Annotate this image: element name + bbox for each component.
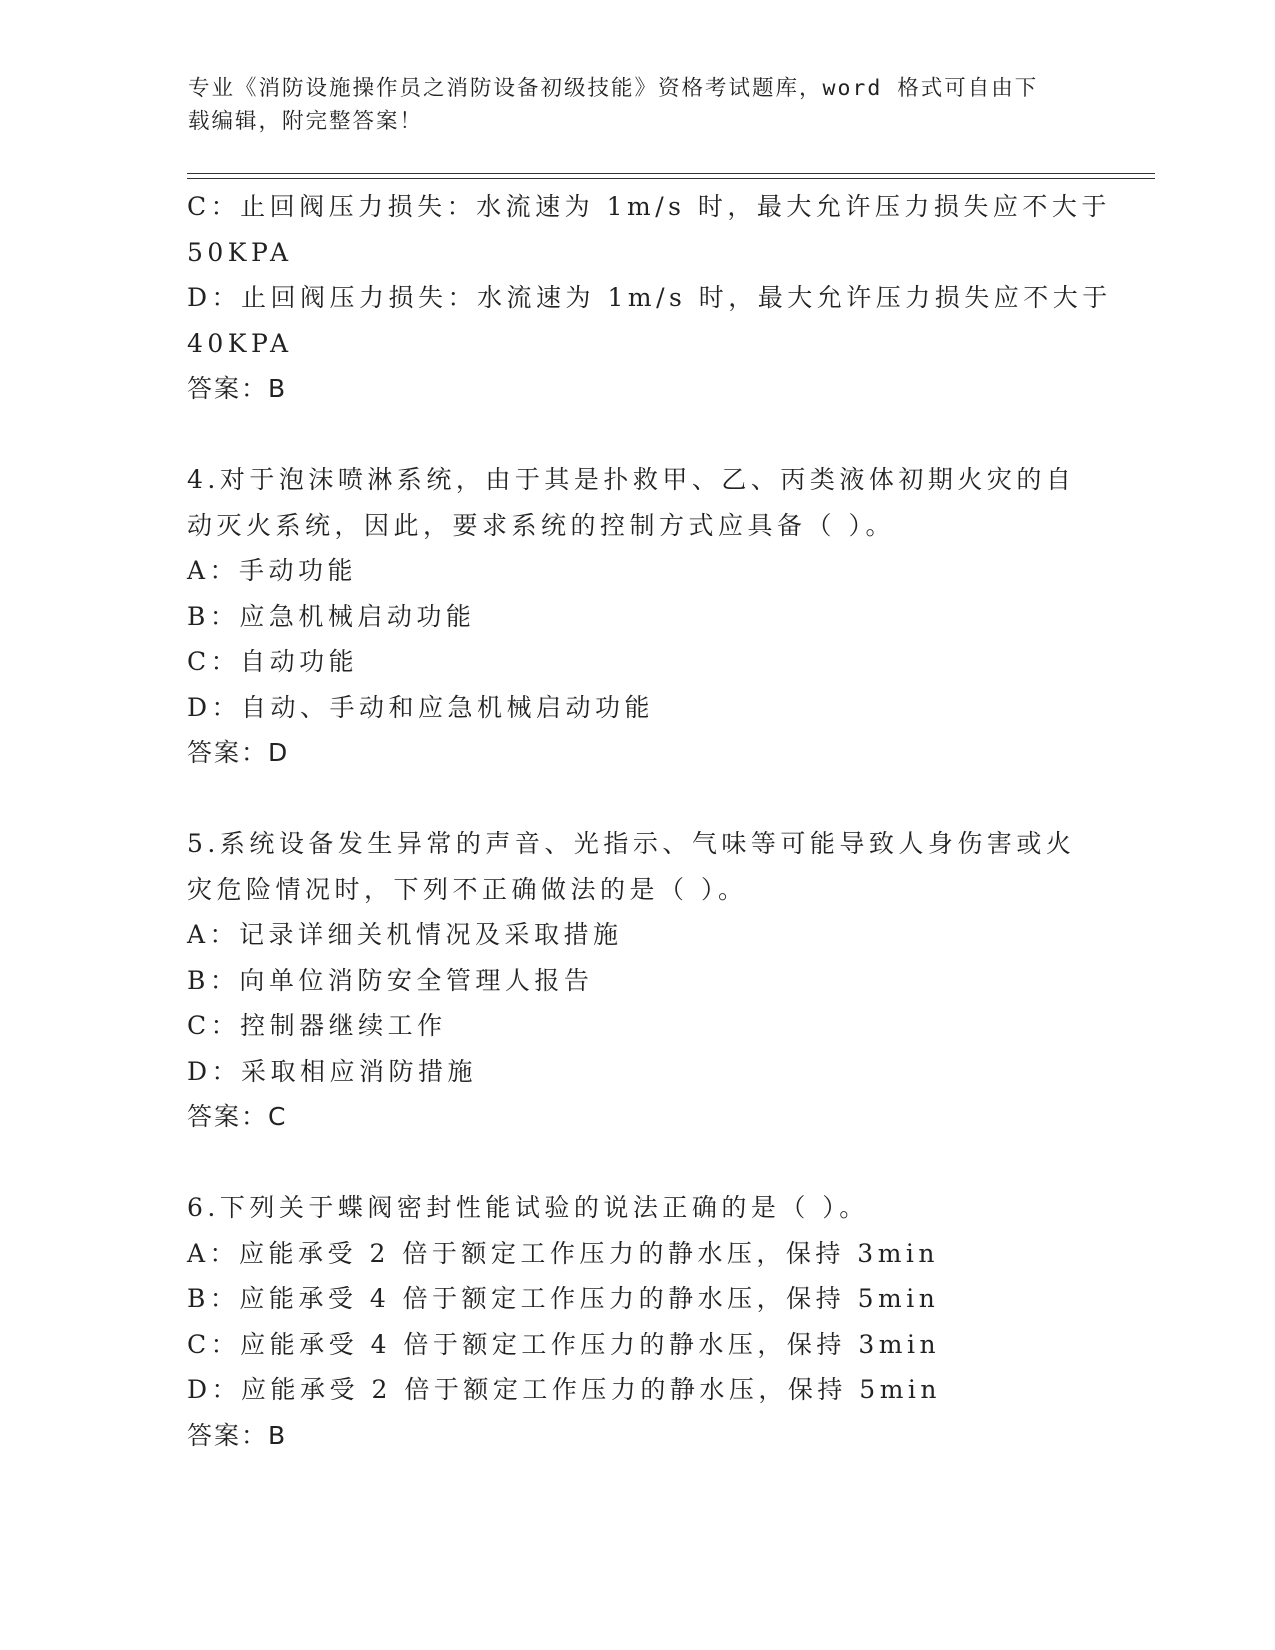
option-a: A：记录详细关机情况及采取措施 xyxy=(187,920,623,949)
question-stem-line-2: 灾危险情况时，下列不正确做法的是（ ）。 xyxy=(187,874,748,904)
question-stem-line-1: 4.对于泡沫喷淋系统，由于其是扑救甲、乙、丙类液体初期火灾的自 xyxy=(187,465,1076,494)
answer: 答案：D xyxy=(187,738,290,767)
answer: 答案：C xyxy=(187,1102,288,1131)
header-line-2: 载编辑，附完整答案！ xyxy=(188,109,424,134)
question-3-continued xyxy=(187,184,1112,412)
option-c: C：控制器继续工作 xyxy=(187,1011,447,1040)
option-d-line-1: D：止回阀压力损失：水流速为 1m/s 时，最大允许压力损失应不大于 xyxy=(187,283,1112,312)
option-d-line-2: 40KPA xyxy=(187,328,293,358)
question-stem-line-1: 5.系统设备发生异常的声音、光指示、气味等可能导致人身伤害或火 xyxy=(187,829,1076,858)
option-d: D：自动、手动和应急机械启动功能 xyxy=(187,692,655,722)
answer: 答案：B xyxy=(187,1420,288,1450)
option-c-line-2: 50KPA xyxy=(187,237,293,267)
question-5 xyxy=(187,821,1076,1140)
option-c: C：应能承受 4 倍于额定工作压力的静水压，保持 3min xyxy=(187,1329,941,1359)
option-b: B：应能承受 4 倍于额定工作压力的静水压，保持 5min xyxy=(187,1284,940,1313)
option-b: B：应急机械启动功能 xyxy=(187,601,476,631)
document-header xyxy=(188,72,1068,138)
option-b: B：向单位消防安全管理人报告 xyxy=(187,965,594,995)
document-body xyxy=(187,184,1112,1458)
option-d: D：采取相应消防措施 xyxy=(187,1056,478,1086)
header-line-1: 专业《消防设施操作员之消防设备初级技能》资格考试题库，word 格式可自由下 xyxy=(188,76,1039,101)
option-c: C：自动功能 xyxy=(187,647,359,676)
question-4 xyxy=(187,457,1076,776)
option-a: A：应能承受 2 倍于额定工作压力的静水压，保持 3min xyxy=(187,1238,940,1268)
question-stem-line-2: 动灭火系统，因此，要求系统的控制方式应具备（ ）。 xyxy=(187,510,895,540)
option-a: A：手动功能 xyxy=(187,556,358,585)
question-stem-line-1: 6.下列关于蝶阀密封性能试验的说法正确的是（ ）。 xyxy=(187,1193,869,1222)
option-d: D：应能承受 2 倍于额定工作压力的静水压，保持 5min xyxy=(187,1375,942,1404)
question-6 xyxy=(187,1185,1067,1458)
header-rule-top xyxy=(187,173,1155,174)
answer: 答案：B xyxy=(187,374,288,403)
header-rule-bottom xyxy=(187,178,1155,179)
option-c-line-1: C：止回阀压力损失：水流速为 1m/s 时，最大允许压力损失应不大于 xyxy=(187,192,1111,221)
